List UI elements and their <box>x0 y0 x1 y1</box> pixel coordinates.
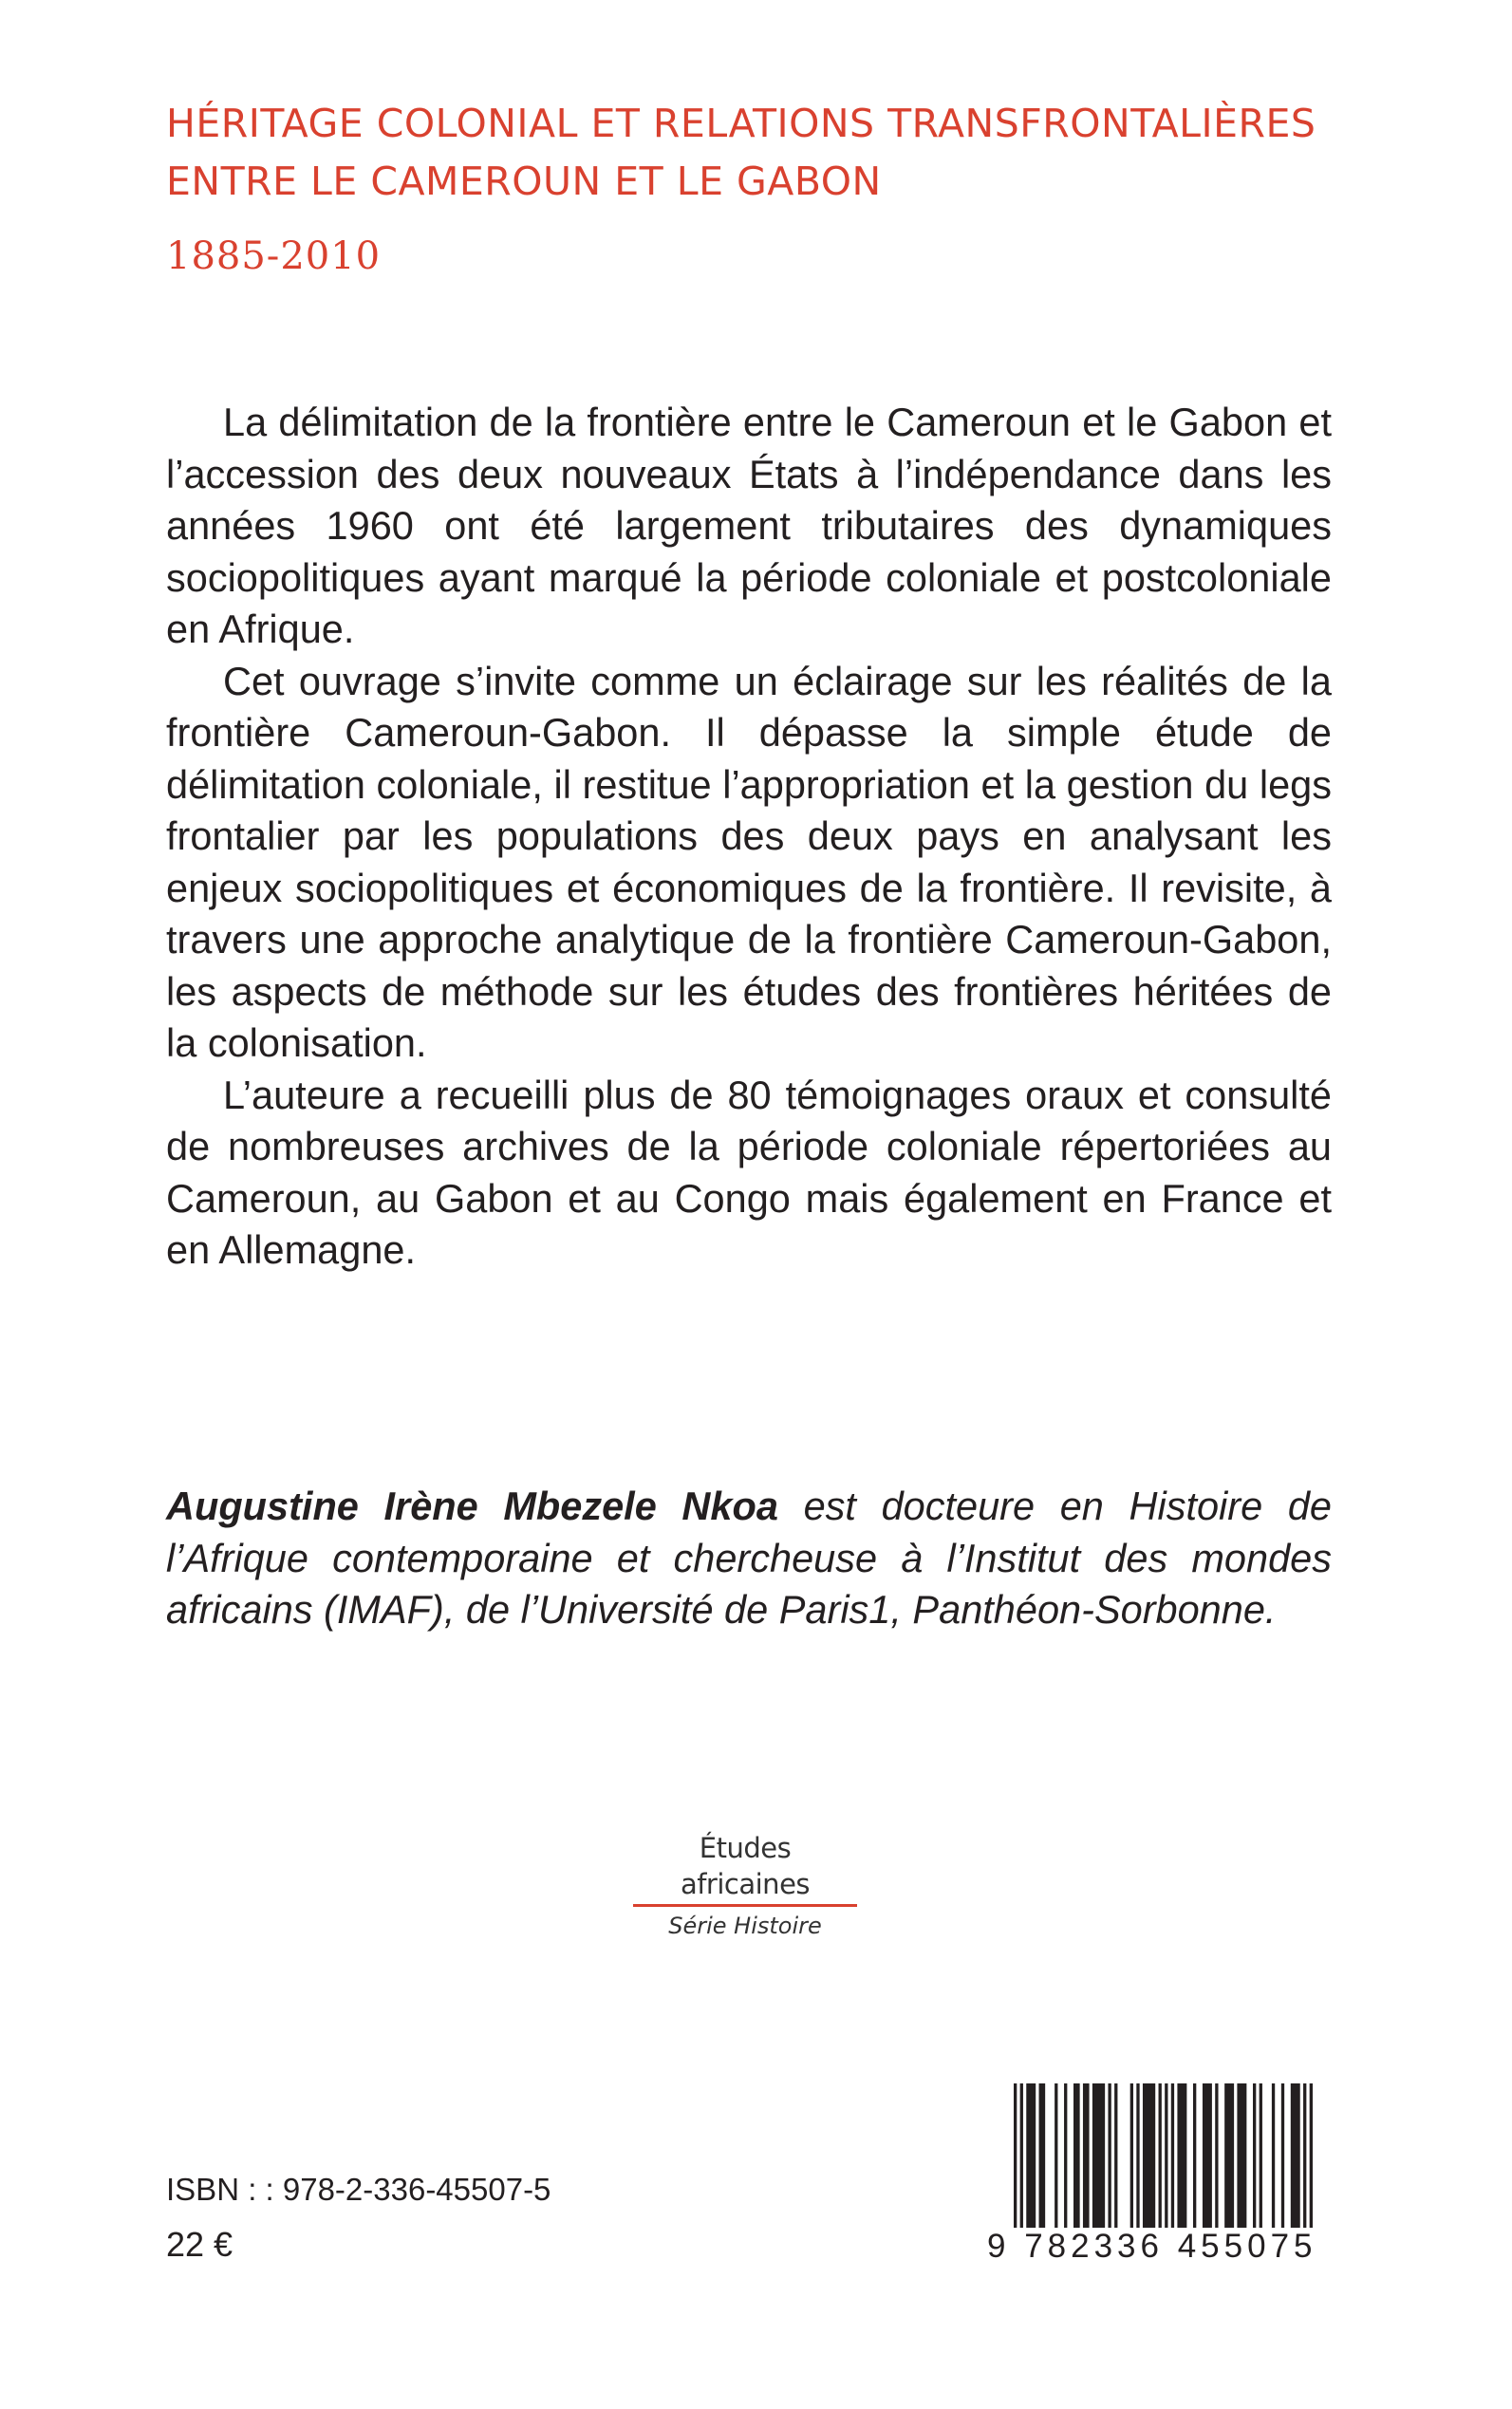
price: 22 € <box>166 2225 233 2264</box>
barcode-bar <box>1064 2083 1067 2228</box>
barcode-bar <box>1020 2083 1023 2228</box>
barcode-bar <box>1291 2083 1300 2228</box>
barcode-bar <box>1039 2083 1046 2228</box>
barcode-bar <box>1260 2083 1262 2228</box>
series-name: Études africaines <box>680 1832 811 1900</box>
barcode-bar <box>1159 2083 1162 2228</box>
period-years: 1885-2010 <box>166 234 382 278</box>
series-subtitle: Série Histoire <box>668 1913 822 1939</box>
barcode-bar <box>1237 2083 1246 2228</box>
title-line-2: ENTRE LE CAMEROUN ET LE GABON <box>166 159 882 204</box>
barcode-digits: 9 782336 455075 <box>987 2228 1317 2265</box>
barcode-bar <box>1281 2083 1284 2228</box>
barcode-bar <box>1073 2083 1080 2228</box>
title-line-1: HÉRITAGE COLONIAL ET RELATIONS TRANSFRONTALIÈRES <box>166 101 1316 146</box>
barcode-bar <box>1026 2083 1036 2228</box>
barcode-bar <box>1114 2083 1117 2228</box>
barcode-bar <box>1253 2083 1256 2228</box>
barcode-bar <box>1171 2083 1174 2228</box>
author-name: Augustine Irène Mbezele Nkoa <box>166 1484 778 1528</box>
summary-paragraph-1: La délimitation de la frontière entre le Cameroun et le Gabon et l’accession des deux nouveaux États à l’indépendance dans les années 1960 ont été largement tributaires des dynamiques sociopolitiques ayant marqué la période coloniale et postcoloniale en Afrique. <box>166 400 1332 651</box>
book-title <box>166 95 1353 211</box>
isbn-number: ISBN : : 978-2-336-45507-5 <box>166 2172 551 2207</box>
barcode-bar <box>1083 2083 1090 2228</box>
barcode-bar <box>1092 2083 1105 2228</box>
barcode-bar <box>1303 2083 1306 2228</box>
barcode-bar <box>1272 2083 1275 2228</box>
barcode-bar <box>1143 2083 1155 2228</box>
series-logo <box>631 1830 859 1945</box>
barcode-bar <box>1130 2083 1133 2228</box>
barcode-bar <box>1136 2083 1139 2228</box>
summary-paragraph-3: L’auteure a recueilli plus de 80 témoignages oraux et consulté de nombreuses archives de la période coloniale répertoriées au Cameroun, au Gabon et au Congo mais également en France et en Allemagne. <box>166 1072 1332 1272</box>
summary-paragraph-2: Cet ouvrage s’invite comme un éclairage sur les réalités de la frontière Cameroun-Gabon. Il dépasse la simple étude de délimitation coloniale, il restitue l’appropriation et la gestion du legs frontalier par les populations des deux pays en analysant les enjeux sociopolitiques et économiques de la frontière. Il revisite, à travers une approche analytique de la frontière Cameroun-Gabon, les aspects de méthode sur les études des frontières héritées de la colonisation. <box>166 658 1332 1065</box>
barcode-bar <box>1193 2083 1196 2228</box>
barcode-bar <box>1310 2083 1313 2228</box>
barcode-bar <box>1165 2083 1167 2228</box>
barcode-bar <box>1215 2083 1218 2228</box>
author-bio-text: est docteure en Histoire de l’Afrique contemporaine et chercheuse à l’Institut des mondes africains (IMAF), de l’Université de Paris1, Panthéon-Sorbonne. <box>166 1484 1332 1632</box>
barcode-bar <box>1055 2083 1057 2228</box>
author-bio <box>166 1481 1332 1636</box>
barcode-bar <box>1224 2083 1234 2228</box>
barcode-bars-icon <box>1014 2083 1313 2228</box>
barcode-bar <box>1177 2083 1186 2228</box>
barcode-bar <box>1203 2083 1212 2228</box>
barcode-bar <box>1014 2083 1017 2228</box>
summary-text <box>166 397 1332 1277</box>
barcode-bar <box>1108 2083 1111 2228</box>
